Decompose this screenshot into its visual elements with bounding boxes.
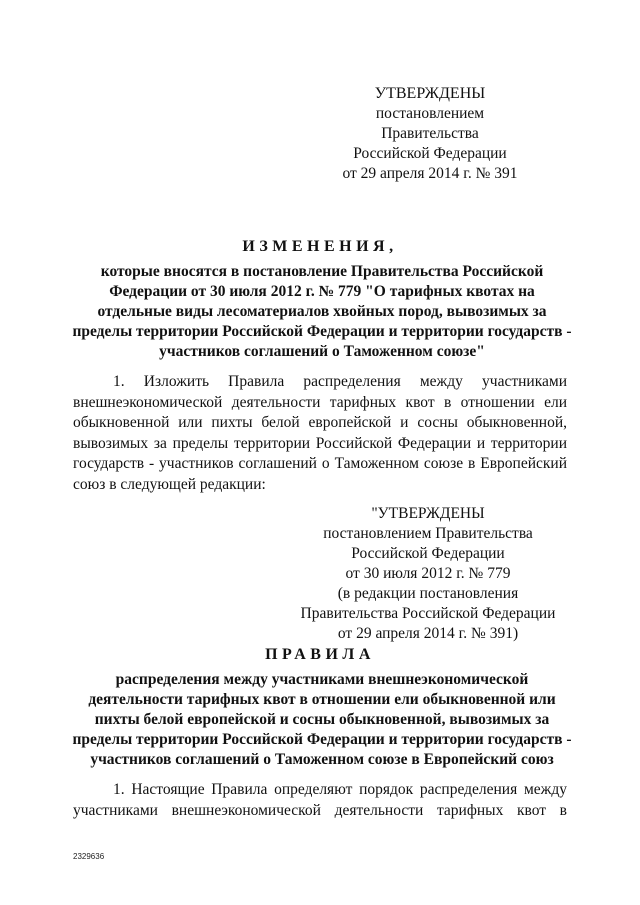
paragraph-line: союз в следующей редакции: xyxy=(73,475,266,493)
quoted-approval-line: "УТВЕРЖДЕНЫ xyxy=(371,505,485,522)
changes-heading: ИЗМЕНЕНИЯ, xyxy=(242,238,398,255)
quoted-approval-block xyxy=(286,504,570,644)
rules-subtitle-line: деятельности тарифных квот в отношении ели обыкновенной или xyxy=(88,691,556,708)
rules-subtitle-line: распределения между участниками внешнеэкономической xyxy=(115,671,529,688)
changes-subtitle-line: которые вносятся в постановление Правительства Российской xyxy=(100,263,544,280)
approval-block xyxy=(330,84,530,184)
rules-subtitle-line: пределы территории Российской Федерации и территории государств - xyxy=(72,731,572,748)
quoted-approval-line: постановлением Правительства xyxy=(323,525,533,542)
rules-subtitle xyxy=(58,670,586,770)
quoted-approval-line: от 29 апреля 2014 г. № 391) xyxy=(337,625,519,642)
paragraph-line: внешнеэкономической деятельности тарифных квот в отношении ели xyxy=(73,393,567,411)
changes-subtitle-line: участников соглашений о Таможенном союзе" xyxy=(159,343,485,360)
paragraph-1 xyxy=(73,372,567,495)
rules-subtitle-line: участников соглашений о Таможенном союзе в Европейский союз xyxy=(90,751,554,768)
changes-subtitle-line: Федерации от 30 июля 2012 г. № 779 "О тарифных квотах на xyxy=(109,283,535,300)
rules-heading: ПРАВИЛА xyxy=(265,646,375,663)
paragraph-line: участниками внешнеэкономической деятельности тарифных квот в xyxy=(73,801,567,819)
approval-line: УТВЕРЖДЕНЫ xyxy=(374,85,486,102)
changes-subtitle-line: отдельные виды лесоматериалов хвойных пород, вывозимых за xyxy=(97,303,547,320)
approval-line: от 29 апреля 2014 г. № 391 xyxy=(342,165,518,182)
changes-subtitle xyxy=(58,262,586,362)
paragraph-line: вывозимых за пределы территории Российской Федерации и территории xyxy=(73,434,567,452)
rules-subtitle-line: пихты белой европейской и сосны обыкновенной, вывозимых за xyxy=(94,711,550,728)
quoted-approval-line: Правительства Российской Федерации xyxy=(300,605,556,622)
approval-line: постановлением Правительства xyxy=(375,105,485,142)
paragraph-2 xyxy=(73,780,567,821)
quoted-approval-line: Российской Федерации xyxy=(351,545,505,562)
paragraph-line: 1. Настоящие Правила определяют порядок распределения между xyxy=(113,781,567,798)
paragraph-line: государств - участников соглашений о Таможенном союзе в Европейский xyxy=(73,455,567,472)
changes-subtitle-line: пределы территории Российской Федерации и территории государств - xyxy=(72,323,572,340)
quoted-approval-line: от 30 июля 2012 г. № 779 xyxy=(345,565,511,582)
document-code: 2329636 xyxy=(73,852,105,861)
paragraph-line: 1. Изложить Правила распределения между участниками xyxy=(113,373,567,390)
paragraph-line: обыкновенной или пихты белой европейской и сосны обыкновенной, xyxy=(73,414,567,431)
quoted-approval-line: (в редакции постановления xyxy=(337,585,519,602)
approval-line: Российской Федерации xyxy=(353,145,507,162)
